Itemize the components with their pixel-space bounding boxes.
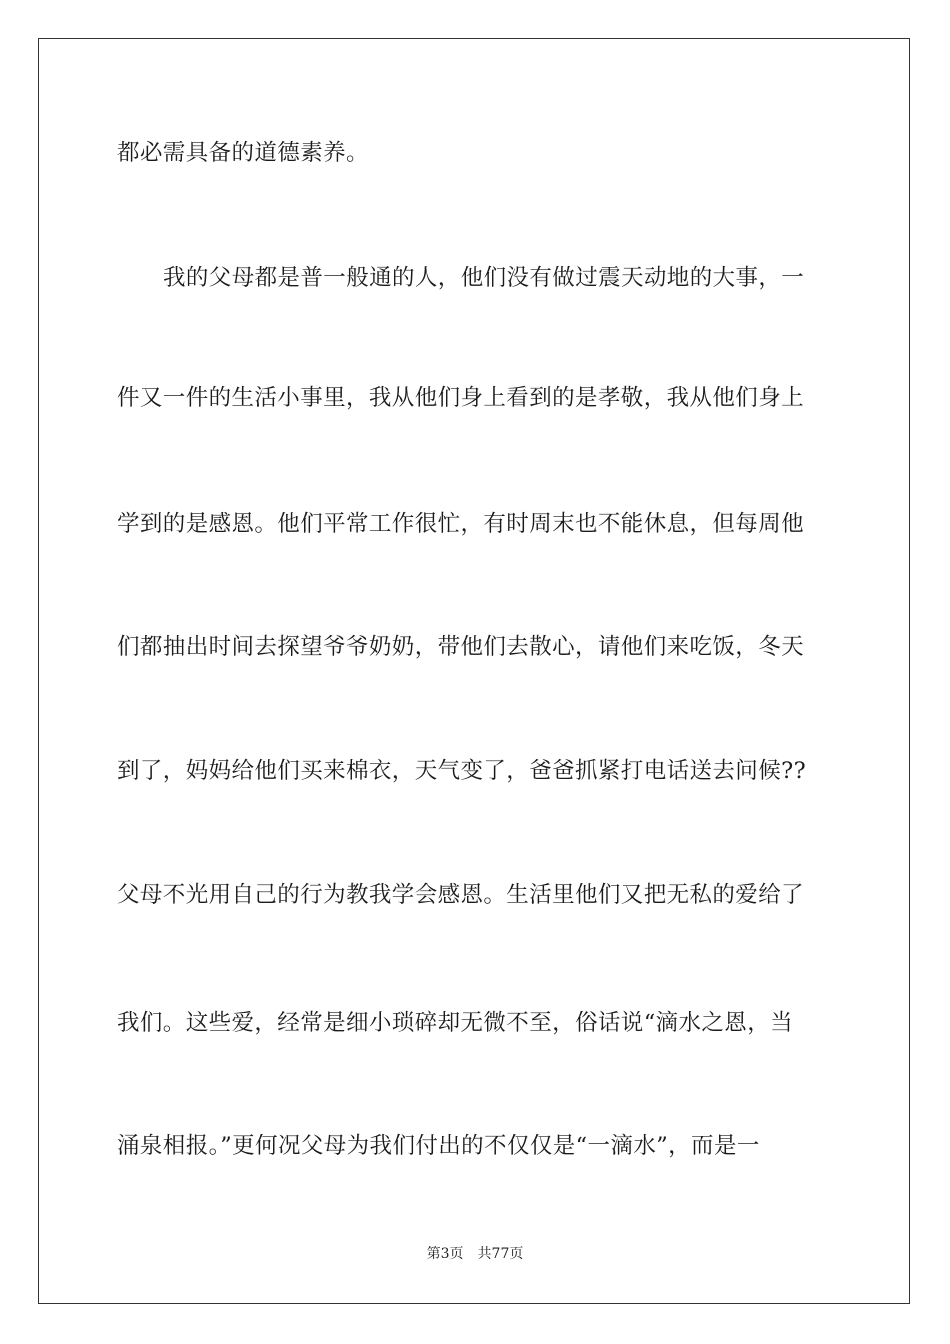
text-line: 到了，妈妈给他们买来棉衣，天气变了，爸爸抓紧打电话送去问候?? [117, 758, 807, 784]
total-pages: 共77页 [477, 1246, 524, 1262]
page-border [38, 38, 910, 1304]
page-number: 第3页 [426, 1246, 464, 1262]
page-footer [0, 1244, 950, 1264]
text-line: 涌泉相报。”更何况父母为我们付出的不仅仅是“一滴水”，而是一 [117, 1133, 760, 1159]
text-line: 父母不光用自己的行为教我学会感恩。生活里他们又把无私的爱给了 [117, 882, 805, 908]
text-line: 我们。这些爱，经常是细小琐碎却无微不至，俗话说“滴水之恩，当 [117, 1010, 794, 1036]
text-line: 都必需具备的道德素养。 [117, 140, 369, 166]
text-line: 件又一件的生活小事里，我从他们身上看到的是孝敬，我从他们身上 [117, 385, 805, 411]
text-line: 们都抽出时间去探望爷爷奶奶，带他们去散心，请他们来吃饭，冬天 [117, 634, 805, 660]
paragraph-start-line: 我的父母都是普一般通的人，他们没有做过震天动地的大事，一 [163, 265, 805, 291]
text-line: 学到的是感恩。他们平常工作很忙，有时周末也不能休息，但每周他 [117, 511, 805, 537]
